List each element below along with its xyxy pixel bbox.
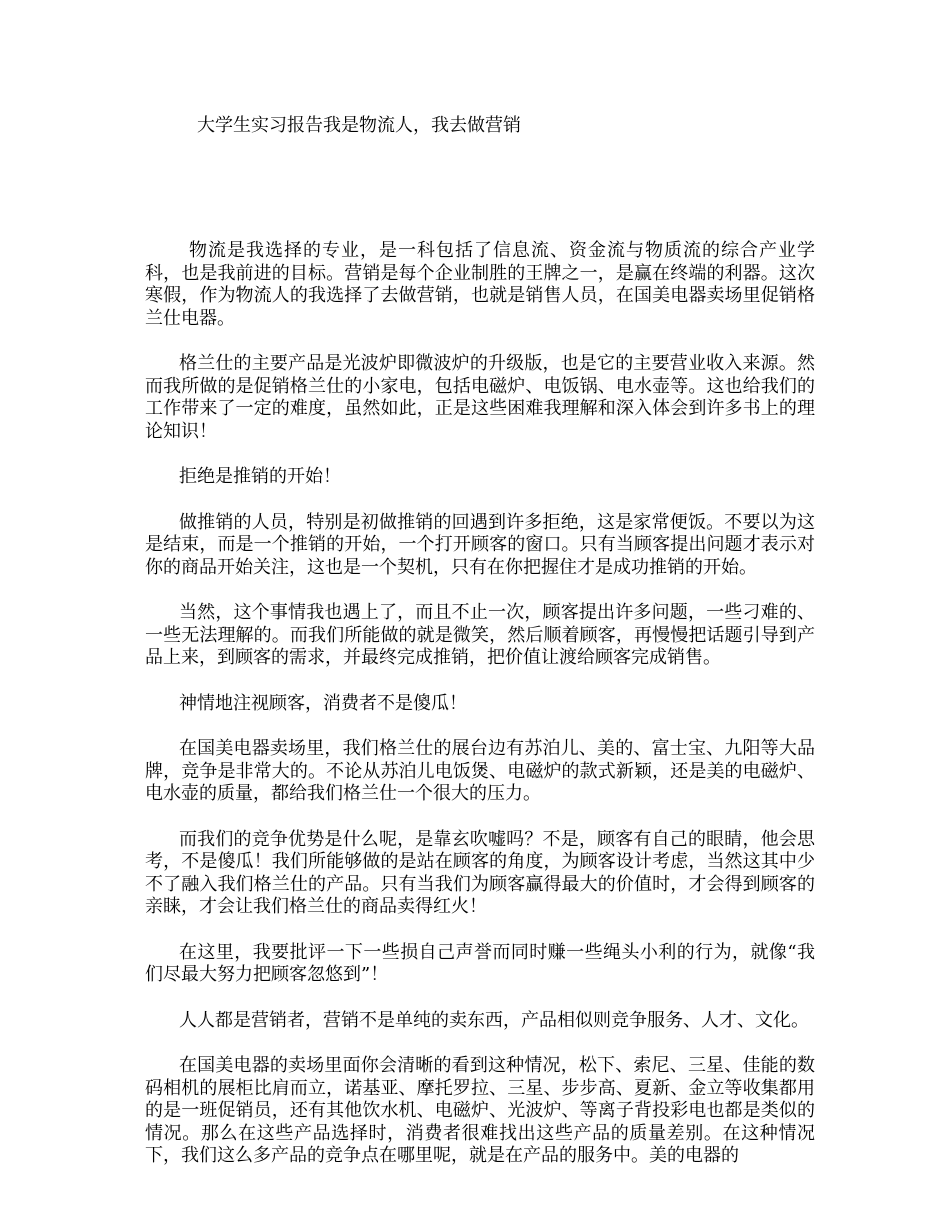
section-heading: 拒绝是推销的开始！ — [179, 466, 341, 487]
document-body — [145, 240, 815, 1191]
paragraph: 在国美电器卖场里，我们格兰仕的展台边有苏泊儿、美的、富士宝、九阳等大品牌，竞争是非常大的。不论从苏泊儿电饭煲、电磁炉的款式新颖，还是美的电磁炉、电水壶的质量，都给我们格兰仕一个很大的压力。 — [145, 738, 815, 804]
paragraph: 在这里，我要批评一下一些损自己声誉而同时赚一些绳头小利的行为，就像“我们尽最大努力把顾客忽悠到”！ — [145, 941, 815, 985]
section-heading: 神情地注视顾客，消费者不是傻瓜！ — [179, 692, 467, 714]
section-heading: 人人都是营销者，营销不是单纯的卖东西，产品相似则竞争服务、人才、文化。 — [179, 1009, 809, 1031]
paragraph: 格兰仕的主要产品是光波炉即微波炉的升级版，也是它的主要营业收入来源。然而我所做的是促销格兰仕的小家电，包括电磁炉、电饭锅、电水壶等。这也给我们的工作带来了一定的难度，虽然如此，正是这些困难我理解和深入体会到许多书上的理论知识！ — [145, 353, 815, 442]
paragraph: 当然，这个事情我也遇上了，而且不止一次，顾客提出许多问题，一些刁难的、一些无法理解的。而我们所能做的就是微笑，然后顺着顾客，再慢慢把话题引导到产品上来，到顾客的需求，并最终完成推销，把价值让渡给顾客完成销售。 — [145, 602, 815, 668]
paragraph: 物流是我选择的专业，是一科包括了信息流、资金流与物质流的综合产业学科，也是我前进的目标。营销是每个企业制胜的王牌之一，是赢在终端的利器。这次寒假，作为物流人的我选择了去做营销，也就是销售人员，在国美电器卖场里促销格兰仕电器。 — [145, 240, 815, 329]
document-title: 大学生实习报告我是物流人，我去做营销 — [197, 115, 521, 136]
paragraph: 做推销的人员，特别是初做推销的回遇到许多拒绝，这是家常便饭。不要以为这是结束，而是一个推销的开始，一个打开顾客的窗口。只有当顾客提出问题才表示对你的商品开始关注，这也是一个契机，只有在你把握住才是成功推销的开始。 — [145, 511, 815, 578]
paragraph: 而我们的竞争优势是什么呢，是靠玄吹嘘吗？不是，顾客有自己的眼睛，他会思考，不是傻瓜！我们所能够做的是站在顾客的角度，为顾客设计考虑，当然这其中少不了融入我们格兰仕的产品。只有当我们为顾客赢得最大的价值时，才会得到顾客的亲睐，才会让我们格兰仕的商品卖得红火！ — [145, 828, 815, 917]
paragraph: 在国美电器的卖场里面你会清晰的看到这种情况，松下、索尼、三星、佳能的数码相机的展柜比肩而立，诺基亚、摩托罗拉、三星、步步高、夏新、金立等收集都用的是一班促销员，还有其他饮水机、电磁炉、光波炉、等离子背投彩电也都是类似的情况。那么在这些产品选择时，消费者很难找出这些产品的质量差别。在这种情况下，我们这么多产品的竞争点在哪里呢，就是在产品的服务中。美的电器的 — [145, 1055, 815, 1166]
